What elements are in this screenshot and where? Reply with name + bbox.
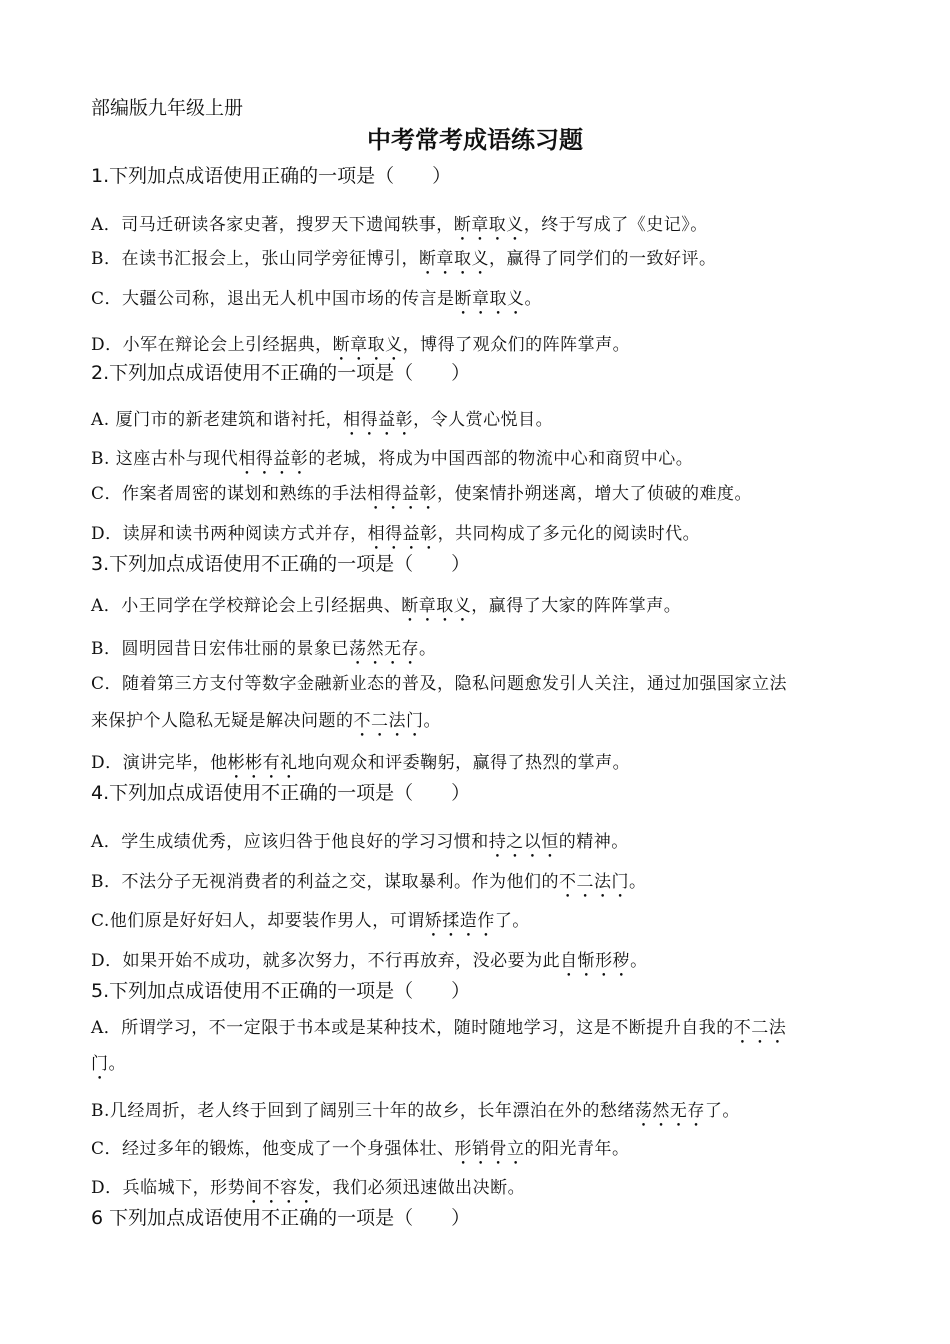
question-stem-5: 5.下列加点成语使用不正确的一项是（ ） (91, 980, 471, 1002)
option-1d: D．小军在辩论会上引经据典，断章取义，博得了观众们的阵阵掌声。 (91, 335, 631, 355)
option-1c: C．大疆公司称，退出无人机中国市场的传言是断章取义。 (91, 289, 543, 309)
question-stem-1: 1.下列加点成语使用正确的一项是（ ） (91, 165, 452, 187)
option-3c-line2: 来保护个人隐私无疑是解决问题的不二法门。 (91, 711, 441, 731)
option-2a: A. 厦门市的新老建筑和谐衬托，相得益彰，令人赏心悦目。 (91, 410, 554, 430)
option-5d: D．兵临城下，形势间不容发，我们必须迅速做出决断。 (91, 1178, 526, 1198)
question-stem-2: 2.下列加点成语使用不正确的一项是（ ） (91, 362, 471, 384)
option-2c: C．作案者周密的谋划和熟练的手法相得益彰，使案情扑朔迷离，增大了侦破的难度。 (91, 484, 753, 504)
page-title: 中考常考成语练习题 (367, 126, 583, 154)
option-4b: B．不法分子无视消费者的利益之交，谋取暴利。作为他们的不二法门。 (91, 872, 647, 892)
grade-subtitle: 部编版九年级上册 (91, 97, 244, 119)
option-5c: C．经过多年的锻炼，他变成了一个身强体壮、形销骨立的阳光青年。 (91, 1139, 630, 1159)
option-5a-line2: 门。 (91, 1054, 126, 1074)
question-stem-3: 3.下列加点成语使用不正确的一项是（ ） (91, 553, 471, 575)
option-2b: B. 这座古朴与现代相得益彰的老城，将成为中国西部的物流中心和商贸中心。 (91, 449, 694, 469)
option-4a: A．学生成绩优秀，应该归咎于他良好的学习习惯和持之以恒的精神。 (91, 832, 629, 852)
option-4d: D．如果开始不成功，就多次努力，不行再放弃，没必要为此自惭形秽。 (91, 951, 648, 971)
option-3b: B．圆明园昔日宏伟壮丽的景象已荡然无存。 (91, 639, 437, 659)
option-1b: B．在读书汇报会上，张山同学旁征博引，断章取义，赢得了同学们的一致好评。 (91, 249, 717, 269)
option-2d: D．读屏和读书两种阅读方式并存，相得益彰，共同构成了多元化的阅读时代。 (91, 524, 701, 544)
option-3c-line1: C．随着第三方支付等数字金融新业态的普及，隐私问题愈发引人关注，通过加强国家立法 (91, 674, 788, 694)
option-5a-line1: A．所谓学习，不一定限于书本或是某种技术，随时随地学习，这是不断提升自我的不二法 (91, 1018, 787, 1038)
question-stem-4: 4.下列加点成语使用不正确的一项是（ ） (91, 782, 471, 804)
option-4c: C.他们原是好好妇人，却要装作男人，可谓矫揉造作了。 (91, 911, 530, 931)
question-stem-6: 6 下列加点成语使用不正确的一项是（ ） (91, 1207, 471, 1229)
option-1a: A．司马迁研读各家史著，搜罗天下遗闻轶事，断章取义，终于写成了《史记》。 (91, 215, 708, 235)
option-5b: B.几经周折，老人终于回到了阔别三十年的故乡，长年漂泊在外的愁绪荡然无存了。 (91, 1101, 740, 1121)
option-3a: A．小王同学在学校辩论会上引经据典、断章取义，赢得了大家的阵阵掌声。 (91, 596, 682, 616)
option-3d: D．演讲完毕，他彬彬有礼地向观众和评委鞠躬，赢得了热烈的掌声。 (91, 753, 631, 773)
